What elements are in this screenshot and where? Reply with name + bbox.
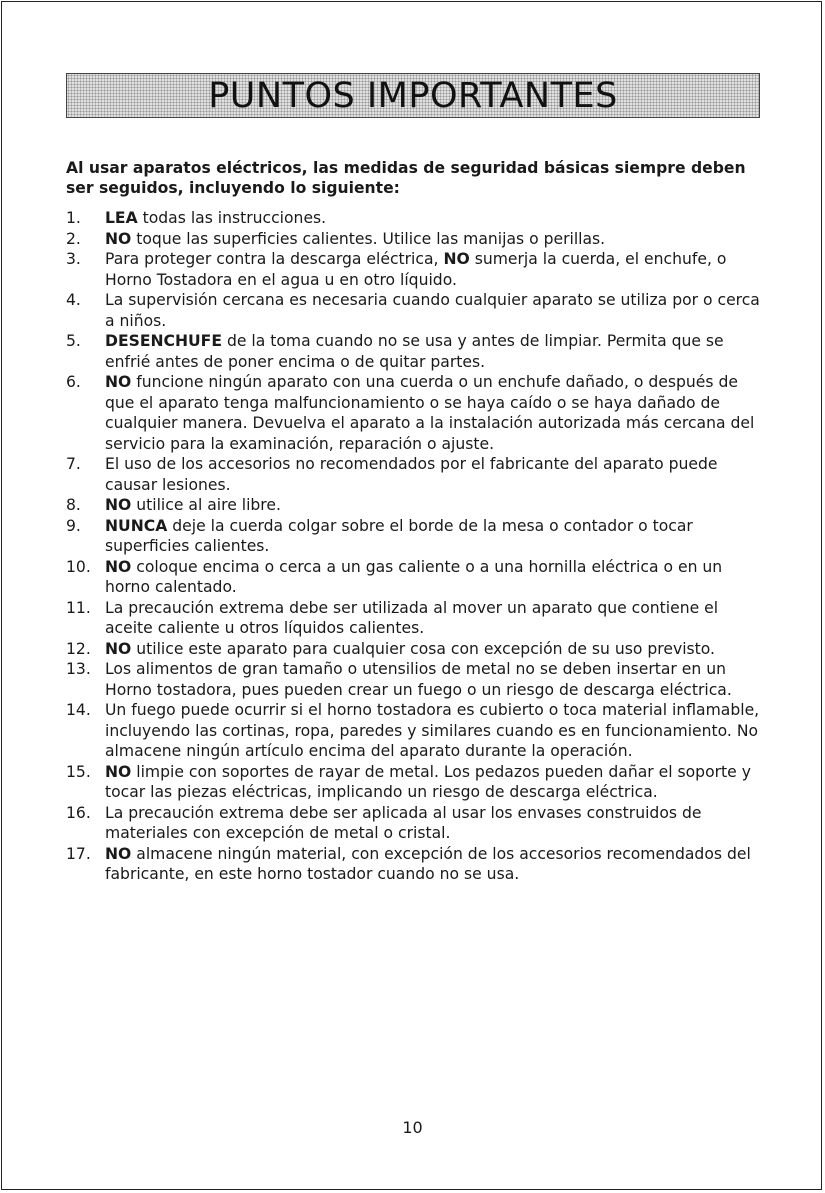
item-number: 7. (66, 455, 81, 473)
item-keyword: NO (105, 496, 132, 514)
item-body: Para proteger contra la descarga eléctrica, NO sumerja la cuerda, el enchufe, o Horno Tostadora en el agua u en otro líquido. (105, 250, 727, 289)
item-body: toque las superficies calientes. Utilice las manijas o perillas. (131, 229, 606, 248)
item-number: 16. (66, 803, 91, 822)
item-text (105, 844, 768, 885)
item-number: 12. (66, 639, 91, 658)
page-title: PUNTOS IMPORTANTES (208, 76, 618, 116)
item-text (105, 290, 768, 331)
item-body: deje la cuerda colgar sobre el borde de la mesa o contador o tocar superficies calientes. (105, 516, 693, 555)
item-keyword: NO (105, 557, 132, 576)
item-body: funcione ningún aparato con una cuerda o un enchufe dañado, o después de que el aparato tenga malfuncionamiento o se haya caído o se haya dañado de cualquier manera. Devuelva el aparato a la instalación autorizada más cercana del servicio para la examinación, reparación o ajuste. (105, 373, 755, 453)
item-keyword: DESENCHUFE (105, 332, 222, 350)
item-text (105, 249, 768, 290)
item-body: almacene ningún material, con excepción de los accesorios recomendados del fabricante, en este horno tostador cuando no se usa. (105, 844, 751, 883)
title-banner (66, 73, 760, 118)
item-text (105, 639, 768, 660)
item-number: 14. (66, 701, 91, 719)
list-item (66, 229, 768, 250)
safety-instructions-list (66, 208, 768, 885)
item-body: todas las instrucciones. (137, 209, 327, 227)
item-text (105, 659, 768, 700)
item-number: 5. (66, 332, 81, 350)
list-item (66, 844, 768, 885)
item-text (105, 516, 768, 557)
item-number: 15. (66, 762, 91, 781)
item-number: 3. (66, 250, 81, 268)
list-item (66, 454, 768, 495)
item-number: 4. (66, 291, 81, 309)
item-number: 9. (66, 516, 81, 535)
item-number: 8. (66, 496, 81, 514)
list-item (66, 639, 768, 660)
list-item (66, 762, 768, 803)
item-body: Un fuego puede ocurrir si el horno tostadora es cubierto o toca material inflamable, incluyendo las cortinas, ropa, paredes y similares cuando es en funcionamiento. No almacene ningún artículo encima del aparato durante la operación. (105, 701, 760, 760)
item-text (105, 208, 768, 229)
item-number: 2. (66, 229, 81, 248)
item-keyword: NUNCA (105, 516, 168, 535)
item-body: coloque encima o cerca a un gas caliente o a una hornilla eléctrica o en un horno calentado. (105, 557, 723, 596)
item-keyword: NO (105, 639, 132, 658)
item-body: utilice este aparato para cualquier cosa con excepción de su uso previsto. (131, 639, 715, 658)
item-keyword: NO (105, 373, 132, 391)
item-text (105, 557, 768, 598)
item-body: El uso de los accesorios no recomendados por el fabricante del aparato puede causar lesiones. (105, 455, 718, 494)
list-item (66, 516, 768, 557)
list-item (66, 803, 768, 844)
item-keyword: LEA (105, 209, 138, 227)
item-keyword: NO (105, 229, 132, 248)
list-item (66, 331, 768, 372)
list-item (66, 495, 768, 516)
item-text (105, 803, 768, 844)
list-item (66, 290, 768, 331)
item-text (105, 331, 768, 372)
item-body: La precaución extrema debe ser utilizada al mover un aparato que contiene el aceite caliente u otros líquidos calientes. (105, 598, 719, 637)
item-text (105, 700, 768, 762)
item-text (105, 762, 768, 803)
list-item (66, 557, 768, 598)
list-item (66, 700, 768, 762)
item-number: 10. (66, 557, 91, 576)
item-number: 1. (66, 209, 81, 227)
item-keyword: NO (105, 844, 132, 863)
item-keyword: NO (443, 250, 470, 268)
item-number: 17. (66, 844, 91, 863)
intro-paragraph: Al usar aparatos eléctricos, las medidas de seguridad básicas siempre deben ser seguidos, incluyendo lo siguiente: (66, 159, 746, 197)
item-body: limpie con soportes de rayar de metal. Los pedazos pueden dañar el soporte y tocar las piezas eléctricas, implicando un riesgo de descarga eléctrica. (105, 762, 751, 801)
item-body: de la toma cuando no se usa y antes de limpiar. Permita que se enfrié antes de poner encima o de quitar partes. (105, 332, 724, 371)
item-number: 11. (66, 598, 91, 617)
list-item (66, 249, 768, 290)
list-item (66, 372, 768, 454)
item-body: La precaución extrema debe ser aplicada al usar los envases construidos de materiales con excepción de metal o cristal. (105, 803, 702, 842)
list-item (66, 598, 768, 639)
item-text (105, 598, 768, 639)
item-text (105, 454, 768, 495)
list-item (66, 659, 768, 700)
item-body: La supervisión cercana es necesaria cuando cualquier aparato se utiliza por o cerca a niños. (105, 291, 760, 330)
item-number: 13. (66, 660, 91, 678)
item-body: utilice al aire libre. (131, 496, 281, 514)
item-text (105, 495, 768, 516)
item-text (105, 372, 768, 454)
item-number: 6. (66, 373, 81, 391)
page-number: 10 (402, 1118, 423, 1137)
item-text (105, 229, 768, 250)
item-keyword: NO (105, 762, 132, 781)
item-body: Los alimentos de gran tamaño o utensilios de metal no se deben insertar en un Horno tostadora, pues pueden crear un fuego o un riesgo de descarga eléctrica. (105, 660, 732, 699)
list-item (66, 208, 768, 229)
